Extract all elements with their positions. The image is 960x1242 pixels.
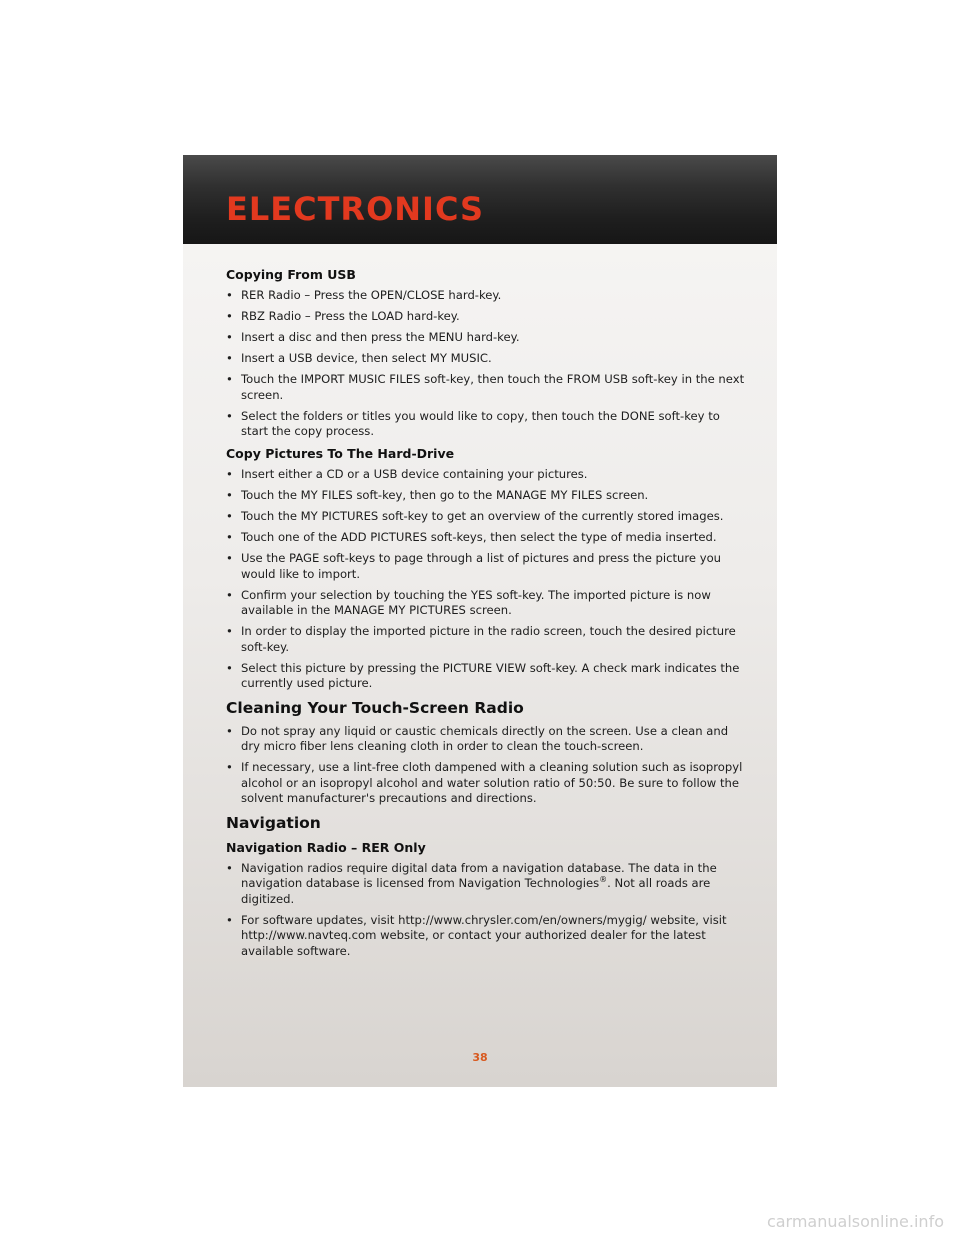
list-item-text: If necessary, use a lint-free cloth dampened with a cleaning solution such as isopropyl alcohol or an isopropyl alcohol and water solution ratio of 50:50. Be sure to follow the solvent manufacturer's precautions and directions. — [241, 760, 743, 805]
list-item — [226, 588, 746, 619]
registered-mark: ® — [599, 875, 608, 885]
navigation-list — [226, 861, 746, 960]
heading-navigation: Navigation — [226, 813, 321, 832]
list-item — [226, 624, 746, 655]
list-item-text: Select this picture by pressing the PICTURE VIEW soft-key. A check mark indicates the currently used picture. — [241, 660, 740, 690]
list-item — [226, 288, 746, 304]
bullet-icon: • — [226, 309, 233, 323]
text-segment: Navigation radios require digital data from a navigation database. The data in the navigation database is licensed from Navigation Technologies — [241, 860, 717, 890]
bullet-icon: • — [226, 912, 233, 927]
list-item-text: Select the folders or titles you would like to copy, then touch the DONE soft-key to start the copy process. — [241, 408, 720, 438]
copying-usb-list — [226, 288, 746, 440]
list-item — [226, 760, 746, 807]
list-item — [226, 724, 746, 755]
bullet-icon: • — [226, 624, 233, 638]
list-item-text: RER Radio – Press the OPEN/CLOSE hard-key. — [241, 288, 502, 302]
list-item — [226, 661, 746, 692]
bullet-icon: • — [226, 467, 233, 481]
text-segment: . Not all roads are digitized. — [241, 876, 711, 906]
subheading-copying-usb: Copying From USB — [226, 267, 356, 282]
list-item — [226, 509, 746, 525]
list-item-text: Touch the MY PICTURES soft-key to get an overview of the currently stored images. — [241, 509, 724, 523]
list-item-text: Insert a disc and then press the MENU hard-key. — [241, 330, 520, 344]
page-number: 38 — [472, 1051, 488, 1064]
list-item — [226, 488, 746, 504]
list-item-text — [241, 861, 717, 906]
list-item-text: RBZ Radio – Press the LOAD hard-key. — [241, 309, 460, 323]
bullet-icon: • — [226, 587, 233, 602]
list-item-text: In order to display the imported picture in the radio screen, touch the desired picture soft-key. — [241, 624, 736, 654]
bullet-icon: • — [226, 372, 233, 386]
list-item — [226, 409, 746, 440]
bullet-icon: • — [226, 509, 233, 523]
bullet-icon: • — [226, 723, 233, 738]
bullet-icon: • — [226, 530, 233, 544]
list-item-text: For software updates, visit http://www.chrysler.com/en/owners/mygig/ website, visit http://www.navteq.com website, or contact your authorized dealer for the latest available software. — [241, 912, 727, 958]
section-header-bar — [183, 155, 777, 244]
list-item-text: Insert a USB device, then select MY MUSIC. — [241, 351, 492, 365]
list-item-text: Use the PAGE soft-keys to page through a list of pictures and press the picture you would like to import. — [241, 551, 722, 581]
list-item-text: Touch one of the ADD PICTURES soft-keys, then select the type of media inserted. — [241, 530, 717, 544]
bullet-icon: • — [226, 351, 233, 365]
list-item — [226, 551, 746, 582]
section-title: ELECTRONICS — [226, 190, 485, 228]
list-item-text: Do not spray any liquid or caustic chemicals directly on the screen. Use a clean and dry micro fiber lens cleaning cloth in order to clean the touch-screen. — [241, 723, 729, 753]
list-item — [226, 530, 746, 546]
bullet-icon: • — [226, 860, 233, 875]
list-item — [226, 372, 746, 403]
page-content — [226, 266, 746, 965]
bullet-icon: • — [226, 408, 233, 423]
manual-page — [183, 155, 777, 1087]
list-item-text: Touch the MY FILES soft-key, then go to the MANAGE MY FILES screen. — [241, 488, 649, 502]
heading-cleaning: Cleaning Your Touch-Screen Radio — [226, 698, 524, 717]
watermark-text: carmanualsonline.info — [766, 1212, 944, 1231]
subheading-navigation-radio: Navigation Radio – RER Only — [226, 839, 426, 855]
bullet-icon: • — [226, 488, 233, 502]
list-item-text: Confirm your selection by touching the YES soft-key. The imported picture is now available in the MANAGE MY PICTURES screen. — [241, 587, 711, 617]
bullet-icon: • — [226, 288, 233, 302]
bullet-icon: • — [226, 660, 233, 675]
list-item-text: Touch the IMPORT MUSIC FILES soft-key, then touch the FROM USB soft-key in the next screen. — [241, 372, 745, 402]
list-item — [226, 913, 746, 960]
list-item — [226, 861, 746, 908]
subheading-copy-pictures: Copy Pictures To The Hard-Drive — [226, 446, 455, 461]
copy-pictures-list — [226, 467, 746, 692]
bullet-icon: • — [226, 330, 233, 344]
list-item — [226, 309, 746, 325]
cleaning-list — [226, 724, 746, 807]
bullet-icon: • — [226, 760, 233, 774]
list-item-text: Insert either a CD or a USB device containing your pictures. — [241, 467, 588, 481]
list-item — [226, 467, 746, 483]
bullet-icon: • — [226, 551, 233, 565]
list-item — [226, 330, 746, 346]
list-item — [226, 351, 746, 367]
